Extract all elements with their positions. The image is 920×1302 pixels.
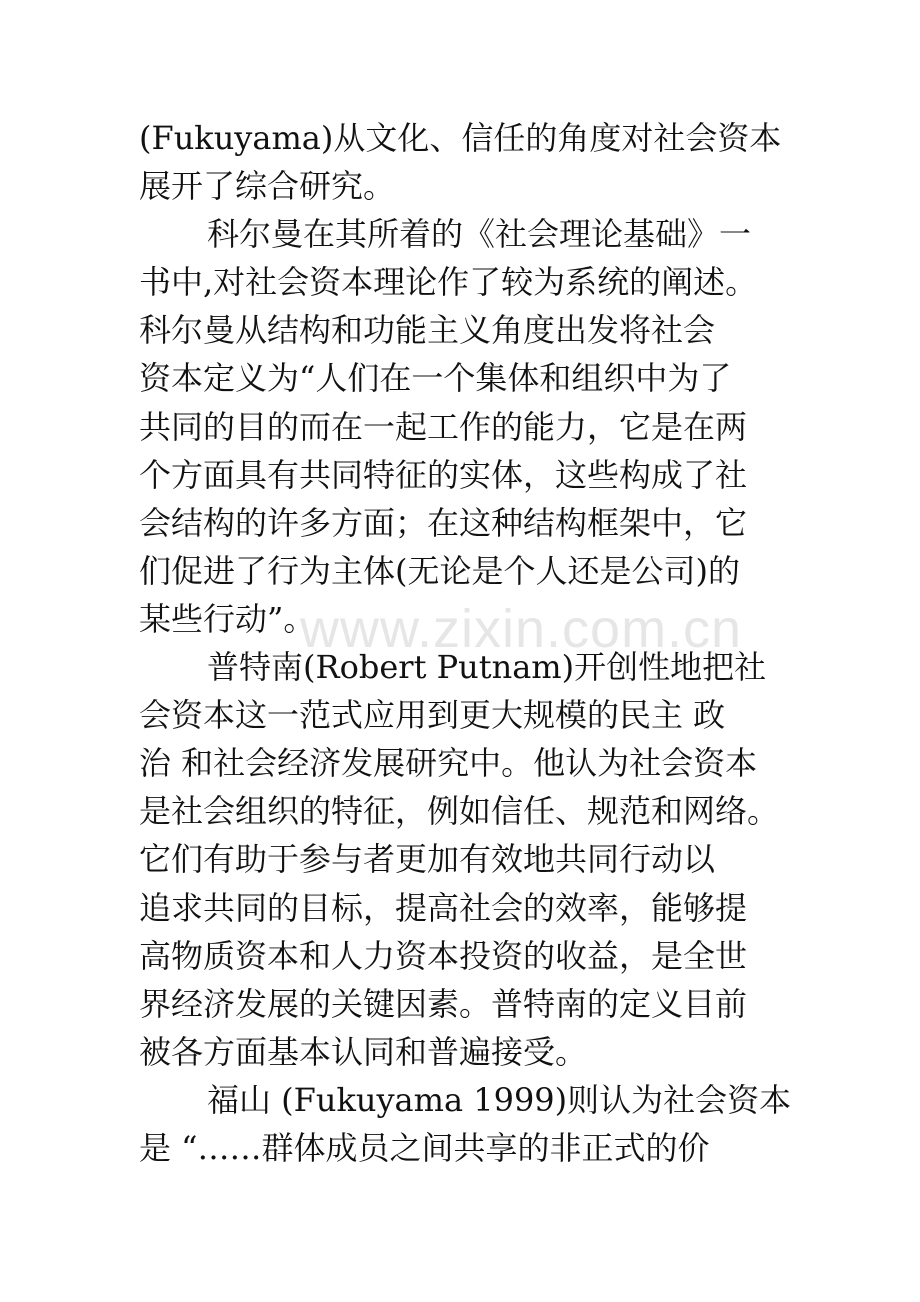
text-line: 个方面具有共同特征的实体，这些构成了社 [139, 455, 748, 494]
text-line: 们促进了行为主体(无论是个人还是公司)的 [139, 551, 740, 590]
text-line: 是 “……群体成员之间共享的非正式的价 [139, 1128, 710, 1167]
text-line: 治 和社会经济发展研究中。他认为社会资本 [139, 744, 758, 783]
paragraph-start-line: 科尔曼在其所着的《社会理论基础》一 [207, 215, 752, 254]
text-line: 会资本这一范式应用到更大规模的民主 政 [139, 696, 726, 735]
text-line: 会结构的许多方面；在这种结构框架中，它 [139, 503, 748, 542]
text-line: 被各方面基本认同和普遍接受。 [139, 1032, 588, 1071]
text-line: 是社会组织的特征，例如信任、规范和网络。 [139, 792, 780, 831]
watermark: www.zixin.com.cn [300, 599, 743, 659]
text-line: 展开了综合研究。 [139, 167, 396, 206]
text-line: 追求共同的目标，提高社会的效率，能够提 [139, 888, 748, 927]
text-line: 高物质资本和人力资本投资的收益，是全世 [139, 936, 748, 975]
text-line: 科尔曼从结构和功能主义角度出发将社会 [139, 311, 716, 350]
text-line: 书中,对社会资本理论作了较为系统的阐述。 [139, 263, 758, 302]
paragraph-start-line: 福山 (Fukuyama 1999)则认为社会资本 [207, 1080, 792, 1119]
text-line: 界经济发展的关键因素。普特南的定义目前 [139, 984, 748, 1023]
text-line: (Fukuyama)从文化、信任的角度对社会资本 [139, 119, 782, 157]
paragraph-start-line: 普特南(Robert Putnam)开创性地把社 [207, 648, 767, 687]
text-line: 某些行动”。 [139, 599, 316, 638]
text-line: 共同的目的而在一起工作的能力，它是在两 [139, 407, 748, 446]
text-line: 资本定义为“人们在一个集体和组织中为了 [139, 359, 732, 398]
text-line: 它们有助于参与者更加有效地共同行动以 [139, 840, 716, 879]
body-text [139, 114, 792, 1172]
